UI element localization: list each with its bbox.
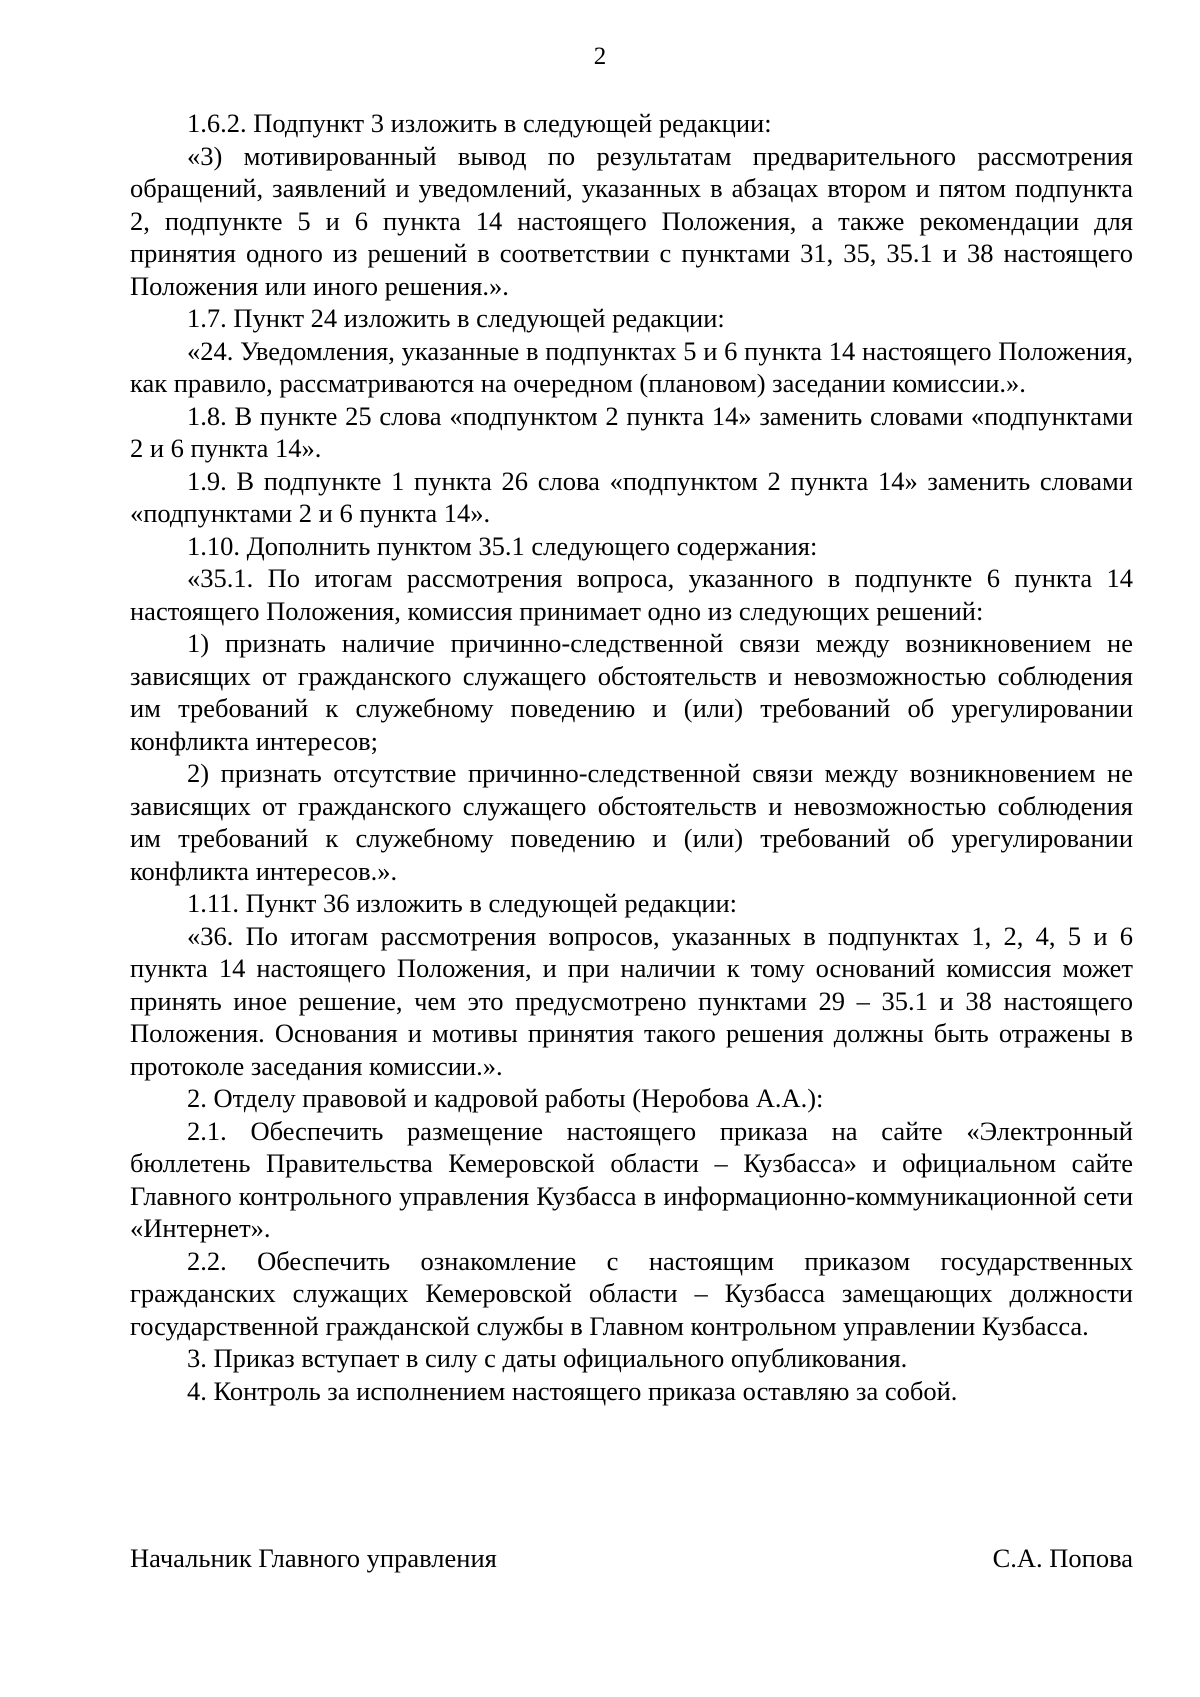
signature-block bbox=[130, 1542, 1133, 1575]
paragraph-2-1: 2.1. Обеспечить размещение настоящего приказа на сайте «Электронный бюллетень Правительства Кемеровской области – Кузбасса» и официальном сайте Главного контрольного управления Кузбасса в информационно-коммуникационной сети «Интернет». bbox=[130, 1115, 1133, 1243]
paragraph-point-36-text: «36. По итогам рассмотрения вопросов, указанных в подпунктах 1, 2, 4, 5 и 6 пункта 14 настоящего Положения, и при наличии к тому оснований комиссия может принять иное решение, чем это предусмотрено пунктами 29 – 35.1 и 38 настоящего Положения. Основания и мотивы принятия такого решения должны быть отражены в протоколе заседания комиссии.». bbox=[130, 920, 1133, 1081]
signatory-position: Начальник Главного управления bbox=[130, 1543, 497, 1573]
paragraph-2: 2. Отделу правовой и кадровой работы (Неробова А.А.): bbox=[187, 1083, 824, 1113]
paragraph-decision-1: 1) признать наличие причинно-следственной связи между возникновением не зависящих от гражданского служащего обстоятельств и невозможностью соблюдения им требований к служебному поведению и (или) требований об урегулировании конфликта интересов; bbox=[130, 628, 1133, 756]
paragraph-point-24-text: «24. Уведомления, указанные в подпунктах 5 и 6 пункта 14 настоящего Положения, как правило, рассматриваются на очередном (плановом) заседании комиссии.». bbox=[130, 335, 1133, 398]
document-body bbox=[130, 107, 1133, 1407]
signatory-name: С.А. Попова bbox=[992, 1543, 1133, 1573]
paragraph-1-11: 1.11. Пункт 36 изложить в следующей редакции: bbox=[187, 888, 738, 918]
paragraph-4: 4. Контроль за исполнением настоящего приказа оставляю за собой. bbox=[187, 1375, 958, 1406]
paragraph-1-7: 1.7. Пункт 24 изложить в следующей редакции: bbox=[187, 303, 725, 333]
paragraph-1-10: 1.10. Дополнить пунктом 35.1 следующего содержания: bbox=[187, 530, 818, 561]
paragraph-2-2: 2.2. Обеспечить ознакомление с настоящим приказом государственных гражданских служащих Кемеровской области – Кузбасса замещающих должности государственной гражданской службы в Главном контрольном управлении Кузбасса. bbox=[130, 1245, 1133, 1341]
paragraph-3: 3. Приказ вступает в силу с даты официального опубликования. bbox=[187, 1343, 908, 1373]
paragraph-1-9: 1.9. В подпункте 1 пункта 26 слова «подпунктом 2 пункта 14» заменить словами «подпунктами 2 и 6 пункта 14». bbox=[130, 465, 1133, 528]
paragraph-1-6-2: 1.6.2. Подпункт 3 изложить в следующей редакции: bbox=[187, 108, 772, 138]
paragraph-decision-2: 2) признать отсутствие причинно-следственной связи между возникновением не зависящих от гражданского служащего обстоятельств и невозможностью соблюдения им требований к служебному поведению и (или) требований об урегулировании конфликта интересов.». bbox=[130, 758, 1133, 886]
paragraph-1-8: 1.8. В пункте 25 слова «подпунктом 2 пункта 14» заменить словами «подпунктами 2 и 6 пункта 14». bbox=[130, 400, 1133, 463]
page-number: 2 bbox=[593, 43, 607, 70]
paragraph-point-35-1-text: «35.1. По итогам рассмотрения вопроса, указанного в подпункте 6 пункта 14 настоящего Положения, комиссия принимает одно из следующих решений: bbox=[130, 563, 1133, 626]
paragraph-subpoint-3-text: «3) мотивированный вывод по результатам предварительного рассмотрения обращений, заявлений и уведомлений, указанных в абзацах втором и пятом подпункта 2, подпункте 5 и 6 пункта 14 настоящего Положения, а также рекомендации для принятия одного из решений в соответствии с пунктами 31, 35, 35.1 и 38 настоящего Положения или иного решения.». bbox=[130, 140, 1133, 301]
